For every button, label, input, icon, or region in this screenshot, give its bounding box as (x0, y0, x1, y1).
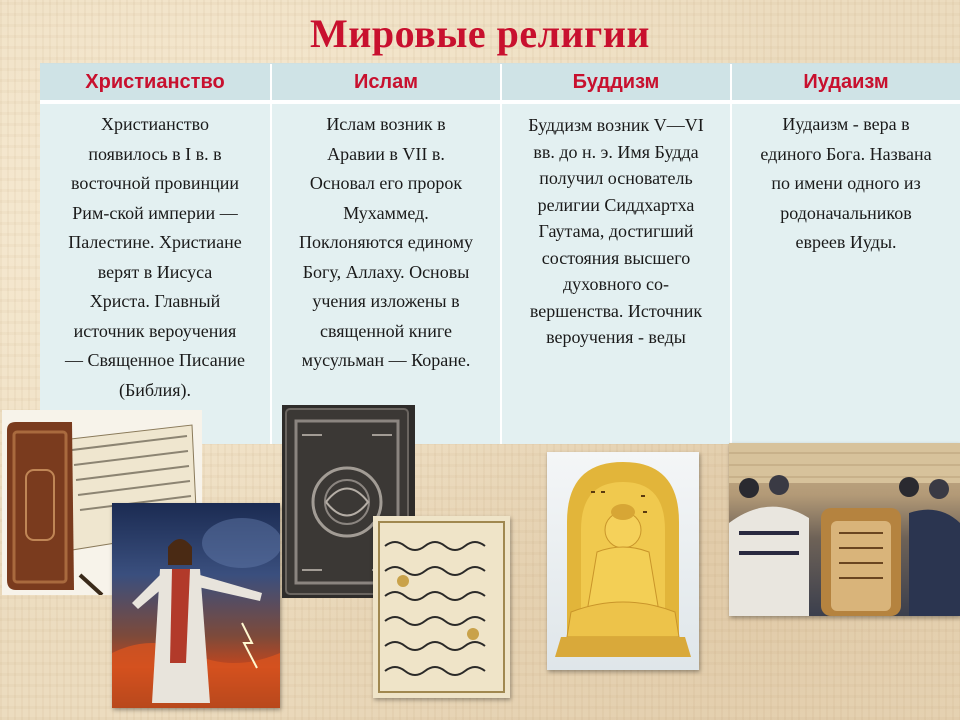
western-wall-image (729, 443, 960, 616)
text-line: вв. до н. э. Имя Будда (533, 141, 699, 162)
body-buddhism (502, 106, 730, 444)
text-line: Буддизм возник V—VI (528, 115, 704, 135)
text-line: родоначальников (780, 202, 912, 223)
text-line: Иудаизм - вера в (782, 114, 910, 134)
text-line: Гаутама, достигший (538, 221, 694, 241)
text-line: Богу, Аллаху. Основы (302, 261, 470, 282)
text-line: вершенства. Источник (529, 300, 703, 321)
text-line: — Священное Писание (65, 350, 245, 370)
header-judaism: Иудаизм (732, 64, 960, 100)
text-line: восточной провинции (70, 173, 240, 193)
text-line: Христианство (101, 114, 209, 134)
text-line: священной книге (320, 320, 452, 341)
text-line: Рим-ской империи — (72, 202, 238, 223)
text-line: Основал его пророк (309, 173, 463, 193)
text-line: Аравии в VII в. (327, 143, 445, 164)
text-line: Мухаммед. (343, 202, 429, 223)
body-islam (272, 104, 500, 444)
text-line: состояния высшего (541, 247, 691, 268)
text-line: (Библия). (118, 379, 192, 400)
text-line: вероучения - веды (546, 327, 686, 347)
text-line: Поклоняются единому (299, 232, 473, 252)
body-christianity (40, 104, 270, 444)
text-line: появилось в I в. в (88, 143, 222, 164)
text-line: единого Бога. Названа (760, 143, 932, 164)
body-judaism (732, 104, 960, 444)
text-line: получил основатель (539, 168, 693, 188)
text-line: евреев Иуды. (795, 232, 897, 252)
header-buddhism: Буддизм (502, 64, 730, 100)
text-line: духовного со- (562, 274, 670, 294)
text-line: учения изложены в (312, 291, 460, 311)
text-line: Христа. Главный (89, 291, 221, 311)
buddha-statue-image (547, 452, 699, 670)
page-title: Мировые религии (310, 11, 650, 56)
text-line: Палестине. Христиане (68, 232, 242, 252)
religions-table (40, 63, 960, 444)
text-line: Ислам возник в (326, 114, 446, 134)
text-line: по имени одного из (771, 173, 921, 193)
header-christianity: Христианство (40, 64, 270, 100)
header-islam: Ислам (272, 64, 500, 100)
text-line: верят в Иисуса (97, 261, 213, 282)
text-line: мусульман — Коране. (301, 350, 471, 370)
jesus-image (112, 503, 280, 708)
text-line: источник вероучения (73, 320, 237, 341)
text-line: религии Сиддхартха (537, 194, 695, 215)
manuscript-image (373, 516, 510, 698)
